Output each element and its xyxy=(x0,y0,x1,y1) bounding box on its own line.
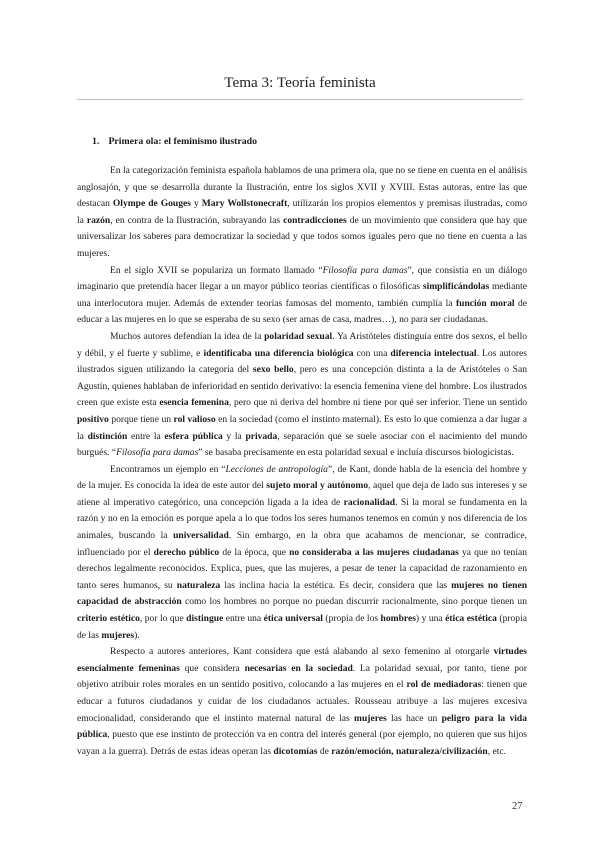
key-term: mujeres xyxy=(354,712,387,724)
text-run: ”, que consistía en un diálogo imaginario que pretendía hacer llegar a un mayor público teorías científicas o filosóficas xyxy=(77,264,527,293)
key-term: simplificándolas xyxy=(422,281,490,293)
title-divider xyxy=(77,99,523,100)
key-term: sujeto moral y autónomo xyxy=(266,480,369,492)
section-title: Primera ola: el feminismo ilustrado xyxy=(108,136,258,147)
section-number: 1. xyxy=(92,136,100,147)
key-term: privada xyxy=(245,430,278,442)
key-term: razón/emoción, naturaleza/civilización xyxy=(331,745,488,757)
text-run: Respecto a autores anteriores, Kant considera que está alabando al sexo femenino al otorgarle xyxy=(110,646,494,658)
key-term: rol valioso xyxy=(173,413,216,425)
key-term: mujeres no tienen capacidad de abstracción xyxy=(77,579,527,608)
key-term: mujeres xyxy=(101,629,135,641)
key-term: hombres xyxy=(380,613,416,625)
key-term: sexo bello xyxy=(252,364,294,376)
key-term: polaridad sexual xyxy=(264,330,333,342)
page-title: Tema 3: Teoría feminista xyxy=(224,74,376,91)
key-term: universalidad xyxy=(173,530,229,542)
text-run: ”, de Kant, donde habla de la esencia del hombre y de la mujer. Es conocida la idea de este autor del xyxy=(77,463,528,492)
text-run: , pero que ni deriva del hombre ni tiene por qué ser inferior. Tiene un sentido xyxy=(228,397,528,409)
text-run: , etc. xyxy=(487,745,506,757)
text-run: En el siglo XVII se populariza un formato llamado “ xyxy=(110,264,323,276)
text-run: con una xyxy=(353,347,391,359)
key-term: no consideraba a las mujeres ciudadanas xyxy=(289,546,459,558)
text-run: En la categorización feminista española hablamos de una primera ola, que no se tiene en cuenta en el análisis anglosajón, y que se desarrolla durante la Ilustración, entre los siglos XVII y XVIII. Estas autoras, entre las que destacan xyxy=(77,165,527,210)
key-term: distingue xyxy=(186,613,224,625)
text-run: . Sin embargo, en la obra que acabamos de mencionar, se contradice, influenciado por el xyxy=(77,530,527,558)
key-term: criterio estético xyxy=(77,613,140,625)
text-run: las hace un xyxy=(386,712,442,724)
text-run: , pero es una concepción distinta a la de Aristóteles o San Agustín, quienes hablaban de inferioridad en sentido derivativo: la esencia femenina viene del hombre. Los ilustrados creen que existe esta xyxy=(77,364,527,409)
key-term: naturaleza xyxy=(176,579,221,591)
body-text xyxy=(77,163,527,760)
text-run: entre la xyxy=(127,430,165,442)
text-run: de la época, que xyxy=(219,546,290,558)
key-term: diferencia intelectual xyxy=(390,347,477,359)
key-term: Olympe de Gouges xyxy=(112,198,191,210)
section-heading xyxy=(92,136,257,147)
text-run: , por lo que xyxy=(139,613,187,625)
key-term: razón xyxy=(86,214,111,226)
key-term: derecho público xyxy=(153,546,220,558)
key-term: virtudes esencialmente femeninas xyxy=(77,646,527,674)
key-term: función moral xyxy=(455,297,515,309)
key-term: distinción xyxy=(87,430,128,442)
text-run: ” se basaba precisamente en esta polaridad sexual e incluía discursos biologicistas. xyxy=(198,447,514,459)
text-run: . Los autores ilustrados siguen utilizando la categoría del xyxy=(77,347,527,376)
text-run: . La polaridad sexual, por tanto, tiene por objetivo atribuir roles morales en un sentido positivo, colocando a las mujeres en el xyxy=(77,662,527,691)
key-term: ética universal xyxy=(263,613,323,625)
text-run: . Si la moral se fundamenta en la razón y no en la emoción es porque apela a lo que todos los seres humanos tenemos en común y nos diferencia de los animales, buscando la xyxy=(77,496,527,542)
text-run: que considera xyxy=(179,662,245,674)
text-run: . Ya Aristóteles distinguía entre dos sexos, el bello y débil, y el fuerte y sublime, e xyxy=(77,330,527,359)
key-term: dicotomías xyxy=(273,745,318,757)
key-term: rol de mediadoras xyxy=(406,679,482,691)
text-run: mediante una interlocutora mujer. Además de extender teorías famosas del momento, también cumplía la xyxy=(77,281,527,309)
text-run: Encontramos un ejemplo en “ xyxy=(110,463,226,475)
key-term: ética estética xyxy=(445,613,497,625)
text-run: , puesto que ese instinto de protección va en contra del interés general (por ejemplo, no quieren que sus hijos vayan a la guerra). Detrás de estas ideas operan las xyxy=(77,729,527,757)
key-term: positivo xyxy=(77,413,109,425)
text-run: , utilizarán los propios elementos y premisas ilustradas, como la xyxy=(77,198,527,226)
text-run: , separación que se suele asociar con el nacimiento del mundo burgués. “ xyxy=(77,430,527,459)
text-run: entre una xyxy=(223,613,264,625)
text-run: ya que no tenían derechos legalmente reconocidos. Explica, pues, que las mujeres, a pesar de tener la capacidad de razonamiento en tanto seres humanos, su xyxy=(77,546,527,591)
paragraph xyxy=(77,263,527,329)
text-run: Muchos autores defendían la idea de la xyxy=(110,330,265,342)
text-run: (propia de las xyxy=(77,613,527,641)
text-run: , aquel que deja de lado sus intereses y se atiene al imperativo categórico, una concepción ligada a la idea de xyxy=(77,480,527,508)
text-run: y xyxy=(190,198,202,210)
work-title: Filosofía para damas xyxy=(116,447,199,459)
paragraph xyxy=(77,163,527,263)
key-term: Mary Wollstonecraft xyxy=(201,198,288,210)
text-run: como los hombres no porque no puedan discurrir racionalmente, sino porque tienen un xyxy=(181,596,527,608)
key-term: esfera pública xyxy=(164,430,223,442)
text-run: de xyxy=(317,745,332,757)
text-run: y la xyxy=(222,430,246,442)
key-term: necesarias en la sociedad xyxy=(244,662,353,674)
work-title: Filosofía para damas xyxy=(322,264,408,276)
paragraph xyxy=(77,329,527,462)
text-run: ) y una xyxy=(415,613,446,625)
key-term: esencia femenina xyxy=(159,397,229,409)
text-run: (propia de los xyxy=(322,613,381,625)
text-run: porque tiene un xyxy=(108,413,174,425)
text-run: de educar a las mujeres en lo que se esperaba de su sexo (ser amas de casa, madres…), no para ser ciudadanas. xyxy=(77,297,527,326)
paragraph xyxy=(77,462,527,645)
page-number: 27 xyxy=(512,801,523,812)
key-term: peligro para la vida pública xyxy=(77,712,528,741)
text-run: ). xyxy=(134,629,140,641)
key-term: contradicciones xyxy=(283,214,347,226)
text-run: , en contra de la Ilustración, subrayando las xyxy=(110,214,284,226)
paragraph xyxy=(77,644,527,760)
key-term: racionalidad xyxy=(343,496,396,508)
text-run: en la sociedad (como el instinto maternal). Es esto lo que comienza a dar lugar a la xyxy=(77,413,527,442)
text-run: las inclina hacia la estética. Es decir, considera que las xyxy=(220,579,452,591)
text-run: de un movimiento que considera que hay que universalizar los saberes para democratizar la sociedad y que todos somos iguales pero que no tiene en cuenta a las mujeres. xyxy=(77,214,527,259)
work-title: Lecciones de antropología xyxy=(225,463,328,475)
text-run: : tienen que educar a futuros ciudadanos y cuidar de los ciudadanos actuales. Rousseau atribuye a las mujeres excesiva emocionalidad, considerando que el instinto maternal natural de las xyxy=(77,679,527,724)
key-term: identificaba una diferencia biológica xyxy=(203,347,354,359)
